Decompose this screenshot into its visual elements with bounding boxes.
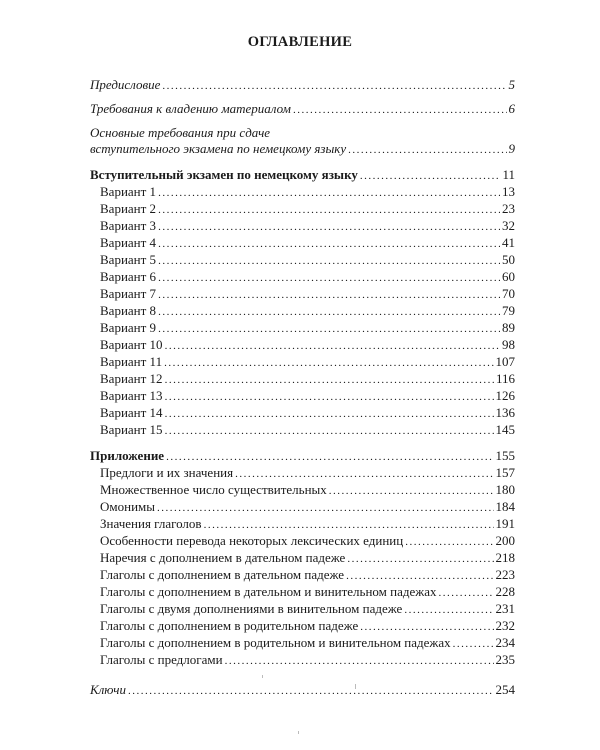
toc-entry-appendix-3[interactable]	[100, 499, 515, 515]
toc-entry-label: Вариант 1	[100, 184, 157, 199]
dot-leader	[158, 286, 500, 302]
toc-entry-variant-13[interactable]	[100, 388, 515, 404]
toc-entry-variant-9[interactable]	[100, 320, 515, 336]
toc-entry-page: 6	[508, 101, 515, 116]
dot-leader	[128, 682, 494, 698]
toc-entry-page: 223	[495, 567, 515, 582]
toc-section-label: Вступительный экзамен по немецкому языку	[90, 167, 358, 182]
toc-entry-label: Вариант 2	[100, 201, 157, 216]
toc-entry-requirements[interactable]	[90, 101, 515, 117]
dot-leader	[453, 635, 494, 651]
toc-entry-page: 157	[495, 465, 515, 480]
toc-entry-appendix-1[interactable]	[100, 465, 515, 481]
dot-leader	[165, 371, 494, 387]
dot-leader	[158, 320, 500, 336]
toc-entry-label: Вариант 10	[100, 337, 163, 352]
toc-entry-label: Глаголы с двумя дополнениями в винительном падеже	[100, 601, 403, 616]
toc-entry-page: 126	[495, 388, 515, 403]
toc-entry-label: Ключи	[90, 682, 126, 697]
toc-entry-variant-2[interactable]	[100, 201, 515, 217]
toc-entry-page: 107	[495, 354, 515, 369]
dot-leader	[404, 601, 493, 617]
dot-leader	[204, 516, 494, 532]
toc-entry-page: 70	[502, 286, 515, 301]
toc-entry-label: Значения глаголов	[100, 516, 202, 531]
toc-entry-label: Омонимы	[100, 499, 155, 514]
toc-entry-page: 184	[495, 499, 515, 514]
toc-entry-variant-8[interactable]	[100, 303, 515, 319]
toc-entry-page: 200	[495, 533, 515, 548]
dot-leader	[158, 269, 500, 285]
toc-entry-label: Множественное число существительных	[100, 482, 327, 497]
toc-entry-variant-10[interactable]	[100, 337, 515, 353]
dot-leader	[225, 652, 494, 668]
toc-entry-label: Вариант 7	[100, 286, 157, 301]
dot-leader	[165, 422, 494, 438]
toc-entry-label: Особенности перевода некоторых лексических единиц	[100, 533, 404, 548]
dot-leader	[347, 550, 493, 566]
toc-entry-label: Вариант 5	[100, 252, 157, 267]
toc-entry-label: Вариант 11	[100, 354, 163, 369]
toc-entry-page: 13	[502, 184, 515, 199]
toc-entry-label: Вариант 6	[100, 269, 157, 284]
toc-entry-page: 234	[495, 635, 515, 650]
toc-entry-page: 98	[502, 337, 515, 352]
toc-entry-label: Предисловие	[90, 77, 161, 92]
toc-entry-variant-3[interactable]	[100, 218, 515, 234]
toc-entry-label: Вариант 9	[100, 320, 157, 335]
toc-entry-page: 180	[495, 482, 515, 497]
toc-entry-variant-14[interactable]	[100, 405, 515, 421]
toc-entry-variant-15[interactable]	[100, 422, 515, 438]
toc-entry-page: 41	[502, 235, 515, 250]
toc-entry-label: Глаголы с дополнением в дательном падеже	[100, 567, 345, 582]
toc-entry-page: 235	[495, 652, 515, 667]
toc-entry-preface[interactable]	[90, 77, 515, 93]
toc-entry-label: Вариант 8	[100, 303, 157, 318]
dot-leader	[166, 448, 493, 464]
dot-leader	[165, 405, 494, 421]
toc-entry-page: 79	[502, 303, 515, 318]
toc-entry-page: 218	[495, 550, 515, 565]
scan-speck	[262, 675, 263, 678]
toc-section-exam[interactable]	[90, 167, 515, 183]
scan-speck	[355, 684, 356, 689]
toc-entry-page: 32	[502, 218, 515, 233]
toc-entry-variant-12[interactable]	[100, 371, 515, 387]
toc-entry-keys[interactable]	[90, 682, 515, 698]
toc-entry-label: Глаголы с предлогами	[100, 652, 223, 667]
dot-leader	[439, 584, 494, 600]
toc-entry-page: 232	[495, 618, 515, 633]
toc-entry-variant-4[interactable]	[100, 235, 515, 251]
toc-entry-page: 145	[495, 422, 515, 437]
toc-entry-page: 5	[508, 77, 515, 92]
toc-entry-exam-requirements-line1: Основные требования при сдаче	[90, 125, 271, 140]
page-title: ОГЛАВЛЕНИЕ	[247, 34, 353, 50]
toc-entry-appendix-4[interactable]	[100, 516, 515, 532]
toc-section-page: 11	[502, 167, 515, 182]
toc-entry-label: Предлоги и их значения	[100, 465, 234, 480]
toc-entry-label: Требования к владению материалом	[90, 101, 291, 116]
toc-entry-page: 191	[495, 516, 515, 531]
toc-entry-label: Вариант 12	[100, 371, 163, 386]
dot-leader	[158, 235, 500, 251]
toc-entry-appendix-8[interactable]	[100, 584, 515, 600]
dot-leader	[405, 533, 493, 549]
dot-leader	[329, 482, 494, 498]
toc-entry-page: 116	[495, 371, 515, 386]
toc-entry-label: Вариант 13	[100, 388, 163, 403]
toc-entry-variant-6[interactable]	[100, 269, 515, 285]
toc-entry-appendix-10[interactable]	[100, 618, 515, 634]
toc-entry-page: 231	[495, 601, 515, 616]
toc-entry-page: 60	[502, 269, 515, 284]
toc-section-page: 155	[495, 448, 515, 463]
dot-leader	[235, 465, 493, 481]
dot-leader	[162, 77, 506, 93]
toc-entry-variant-5[interactable]	[100, 252, 515, 268]
dot-leader	[158, 252, 500, 268]
toc-entry-label: Глаголы с дополнением в дательном и винительном падежах	[100, 584, 437, 599]
toc-entry-label: Вариант 3	[100, 218, 157, 233]
toc-entry-page: 23	[502, 201, 515, 216]
toc-entry-appendix-11[interactable]	[100, 635, 515, 651]
toc-entry-label: Вариант 14	[100, 405, 163, 420]
dot-leader	[165, 337, 500, 353]
toc-entry-label: вступительного экзамена по немецкому языку	[90, 141, 347, 156]
toc-entry-page: 9	[508, 141, 515, 156]
toc-entry-label: Наречия с дополнением в дательном падеже	[100, 550, 346, 565]
toc-entry-label: Вариант 4	[100, 235, 157, 250]
toc-entry-page: 50	[502, 252, 515, 267]
dot-leader	[157, 499, 494, 515]
dot-leader	[348, 141, 506, 157]
toc-entry-label: Вариант 15	[100, 422, 163, 437]
toc-entry-appendix-2[interactable]	[100, 482, 515, 498]
scan-speck	[298, 731, 299, 734]
dot-leader	[158, 303, 500, 319]
dot-leader	[158, 218, 500, 234]
toc-entry-appendix-5[interactable]	[100, 533, 515, 549]
toc-entry-page: 89	[502, 320, 515, 335]
dot-leader	[158, 201, 500, 217]
dot-leader	[293, 101, 507, 117]
toc-entry-variant-11[interactable]	[100, 354, 515, 370]
toc-entry-page: 136	[495, 405, 515, 420]
toc-entry-variant-7[interactable]	[100, 286, 515, 302]
toc-entry-appendix-9[interactable]	[100, 601, 515, 617]
toc-entry-variant-1[interactable]	[100, 184, 515, 200]
toc-entry-exam-requirements[interactable]	[90, 141, 515, 157]
dot-leader	[346, 567, 493, 583]
toc-entry-label: Глаголы с дополнением в родительном падеже	[100, 618, 359, 633]
toc-section-appendix[interactable]	[90, 448, 515, 464]
toc-entry-appendix-12[interactable]	[100, 652, 515, 668]
dot-leader	[360, 167, 501, 183]
dot-leader	[164, 354, 493, 370]
toc-entry-page: 228	[495, 584, 515, 599]
dot-leader	[165, 388, 494, 404]
toc-entry-label: Глаголы с дополнением в родительном и винительном падежах	[100, 635, 451, 650]
toc-entry-appendix-7[interactable]	[100, 567, 515, 583]
dot-leader	[360, 618, 493, 634]
toc-section-label: Приложение	[90, 448, 165, 463]
toc-entry-page: 254	[495, 682, 515, 697]
dot-leader	[158, 184, 500, 200]
toc-entry-appendix-6[interactable]	[100, 550, 515, 566]
